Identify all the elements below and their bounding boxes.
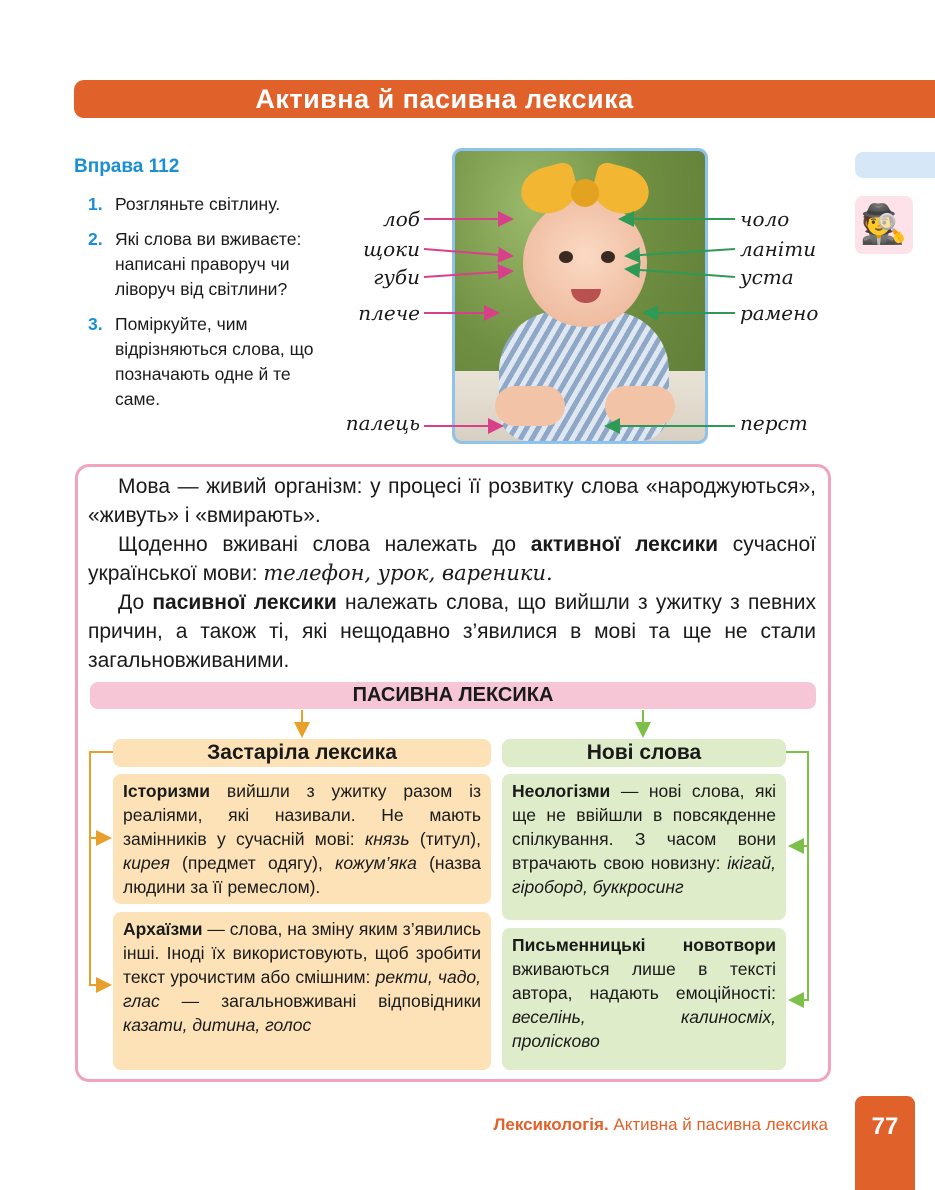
neologisms-card: Неологізми — нові слова, які ще не ввійшли в повсякденне спілкування. З часом вони втрачають свою новизну: ікігай, гіроборд, буккросинг: [502, 774, 786, 920]
detective-icon: 🕵: [855, 196, 913, 254]
passive-lexicon-heading: ПАСИВНА ЛЕКСИКА: [90, 682, 816, 709]
label-cheeks: щоки: [363, 237, 420, 261]
author-words-card: Письменницькі новотвори вживаються лише в тексті автора, надають емоційності: веселінь, калиносміх, пролісково: [502, 928, 786, 1070]
rule-paragraph-1: Мова — живий організм: у процесі її розвитку слова «народжуються», «живуть» і «вмирають».: [88, 475, 816, 527]
label-chelo: чоло: [740, 207, 790, 231]
label-lips: губи: [373, 265, 420, 289]
rule-paragraph-2: Щоденно вживані слова належать до активної лексики сучасної української мови: телефон, урок, вареники.: [88, 533, 816, 585]
label-forehead: лоб: [383, 207, 420, 231]
label-ramen: рамено: [740, 301, 819, 325]
arrow-lips: [424, 271, 512, 277]
page-title: Активна й пасивна лексика: [74, 80, 935, 118]
list-item: 1. Розгляньте світлину.: [88, 194, 281, 214]
label-usta: уста: [740, 265, 794, 289]
arrow-cheeks: [424, 249, 512, 256]
historisms-card: Історизми вийшли з ужитку разом із реаліями, які називали. Не мають замінників у сучасній мові: князь (титул), кирея (предмет одягу), кожум’яка (назва людини за її ремеслом).: [113, 774, 491, 904]
label-shoulder: плече: [358, 301, 420, 325]
rule-paragraph-3: До пасивної лексики належать слова, що вийшли з ужитку з певних причин, а також ті, які нещодавно з’явилися в мові та ще не стали загальновживаними.: [88, 591, 816, 672]
new-words-heading: Нові слова: [502, 739, 786, 767]
list-item: 2. Які слова ви вживаєте: написані праворуч чи ліворуч від світлини?: [88, 229, 302, 299]
running-footer: Лексикологія. Активна й пасивна лексика: [493, 1115, 828, 1134]
exercise-title: Вправа 112: [74, 156, 180, 177]
obsolete-lexicon-heading: Застаріла лексика: [113, 739, 491, 767]
label-laniti: ланіти: [740, 237, 817, 261]
label-perst: перст: [740, 411, 808, 435]
arrow-laniti: [626, 249, 735, 256]
list-item: 3. Поміркуйте, чим відрізняються слова, що позначають одне й те саме.: [88, 314, 314, 409]
archaisms-card: Архаїзми — слова, на зміну яким з’явились інші. Іноді їх використовують, щоб зробити текст урочистим або смішним: ректи, чадо, глас — загальновживані відповідники казати, дитина, голос: [113, 912, 491, 1070]
label-finger: палець: [345, 411, 420, 435]
page-number: 77: [855, 1096, 915, 1190]
arrow-usta: [626, 269, 735, 277]
